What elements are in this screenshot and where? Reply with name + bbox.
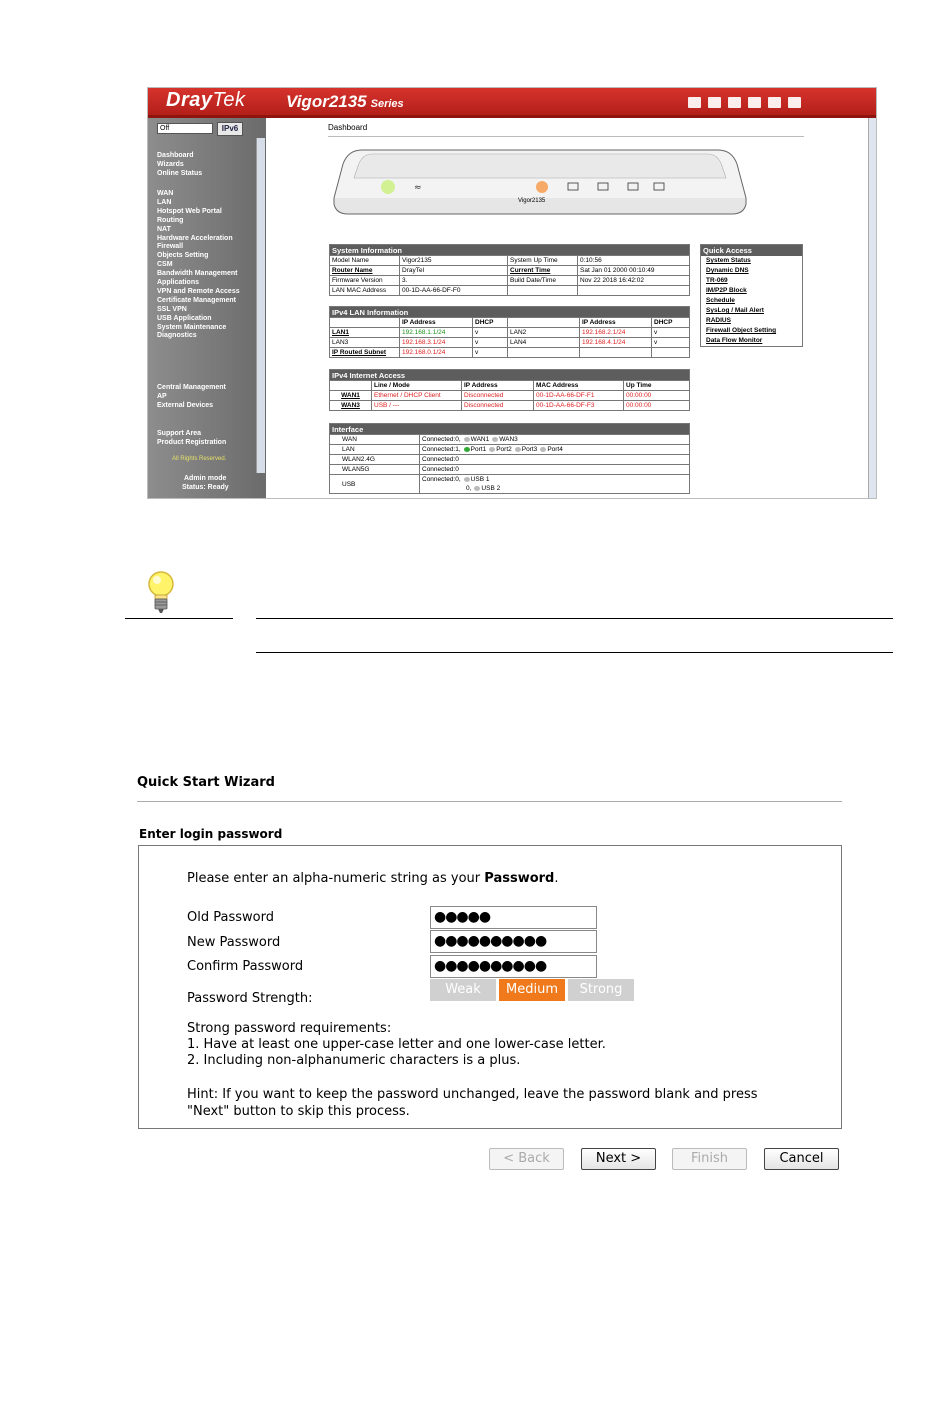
port-label: USB 2: [481, 485, 501, 492]
requirement-1: 1. Have at least one upper-case letter and one lower-case letter.: [187, 1037, 606, 1052]
table-cell: 192.168.3.1/24: [400, 338, 473, 348]
svg-text:Vigor2135: Vigor2135: [518, 198, 546, 204]
table-cell: [508, 348, 580, 358]
port-status-icon: [515, 447, 521, 452]
divider: [125, 618, 233, 619]
sidebar-item-objects-setting[interactable]: Objects Setting: [157, 252, 209, 260]
sidebar-item-csm[interactable]: CSM: [157, 261, 173, 269]
divider: [256, 618, 893, 619]
main-content: [266, 118, 877, 499]
ipv4-internet-table: [329, 369, 690, 411]
quick-access-link[interactable]: Data Flow Monitor: [706, 337, 763, 344]
table-cell: [508, 286, 578, 296]
table-cell: LAN2: [508, 328, 580, 338]
port-status-icon: [464, 437, 470, 442]
table-row: [330, 445, 690, 455]
column-header: MAC Address: [534, 381, 624, 391]
table-cell: Disconnected: [462, 401, 534, 411]
table-cell: Sat Jan 01 2000 00:10:49: [578, 266, 690, 276]
column-header: [508, 318, 580, 328]
table-header-row: [330, 381, 690, 391]
table-row: [330, 256, 690, 266]
status-text: Connected:1,: [422, 446, 461, 453]
table-row: [330, 328, 690, 338]
table-cell: 3.: [400, 276, 508, 286]
back-button[interactable]: < Back: [489, 1148, 564, 1170]
table-cell[interactable]: Router Name: [330, 266, 400, 276]
port-label: WAN1: [470, 436, 490, 443]
table-cell: 192.168.4.1/24: [580, 338, 652, 348]
sidebar-item-firewall[interactable]: Firewall: [157, 243, 184, 251]
table-cell: [578, 286, 690, 296]
language-select[interactable]: Off: [157, 123, 213, 134]
column-header: [330, 318, 400, 328]
port-status-icon: [492, 437, 498, 442]
sidebar-item-certificate-management[interactable]: Certificate Management: [157, 296, 236, 304]
port-label: Port1: [470, 446, 487, 453]
sidebar-item-external-devices[interactable]: External Devices: [157, 401, 214, 409]
divider: [328, 136, 804, 137]
table-cell: USB / ---: [372, 401, 462, 411]
hint-line-2: "Next" button to skip this process.: [187, 1104, 410, 1119]
network-icon[interactable]: [748, 97, 761, 108]
column-header: [330, 381, 372, 391]
sidebar-item-wan[interactable]: WAN: [157, 190, 174, 197]
copyright-text: All Rights Reserved.: [172, 456, 227, 462]
logout-icon[interactable]: [788, 97, 801, 108]
port-status-icon: [489, 447, 495, 452]
port-label: Port3: [521, 446, 538, 453]
status-text: Connected:0,: [422, 476, 461, 483]
column-header: IP Address: [580, 318, 652, 328]
table-row: [330, 475, 690, 494]
table-cell: Nov 22 2018 16:42:02: [578, 276, 690, 286]
table-cell: v: [473, 348, 508, 358]
sidebar-item-support-area[interactable]: Support Area: [157, 430, 202, 437]
table-cell[interactable]: Current Time: [508, 266, 578, 276]
intro-text: Please enter an alpha-numeric string as your Password.: [187, 871, 559, 886]
table-cell[interactable]: IP Routed Subnet: [330, 348, 400, 358]
table-row: [330, 435, 690, 445]
table-cell: [652, 348, 690, 358]
power-led-icon: [381, 180, 395, 194]
menu-icon[interactable]: [708, 97, 721, 108]
table-row: [330, 338, 690, 348]
table-cell: LAN3: [330, 338, 400, 348]
table-cell: v: [652, 338, 690, 348]
quick-access-link[interactable]: System Status: [706, 257, 751, 264]
quick-access-link[interactable]: TR-069: [706, 277, 728, 284]
sidebar-item-diagnostics[interactable]: Diagnostics: [157, 332, 197, 340]
column-header: Up Time: [624, 381, 690, 391]
sidebar-item-usb-application[interactable]: USB Application: [157, 314, 212, 322]
status-text: Status: Ready: [182, 484, 229, 491]
interface-status: [420, 465, 690, 475]
wan-led-icon: [536, 181, 548, 193]
table-cell: Disconnected: [462, 391, 534, 401]
port-status-icon: [464, 477, 470, 482]
table-cell: v: [473, 328, 508, 338]
table-row: [330, 401, 690, 411]
interface-name: WLAN5G: [330, 465, 420, 475]
content-scrollbar[interactable]: [868, 118, 877, 499]
port-status-icon: [474, 486, 480, 491]
book-icon[interactable]: [768, 97, 781, 108]
table-cell: System Up Time: [508, 256, 578, 266]
strength-weak: Weak: [430, 979, 496, 1001]
table-cell: Model Name: [330, 256, 400, 266]
sidebar-item-vpn-and-remote-access[interactable]: VPN and Remote Access: [157, 287, 240, 295]
interface-status: [420, 435, 690, 445]
finish-button[interactable]: Finish: [672, 1148, 747, 1170]
divider: [256, 652, 893, 653]
hint-line-1: Hint: If you want to keep the password unchanged, leave the password blank and press: [187, 1087, 758, 1102]
status-text: Connected:0,: [422, 436, 461, 443]
confirm-password-input[interactable]: ●●●●●●●●●●: [430, 955, 597, 978]
table-row: [330, 465, 690, 475]
status-text: Connected:0: [422, 466, 459, 473]
sidebar-item-routing[interactable]: Routing: [157, 216, 184, 224]
table-cell: 192.168.2.1/24: [580, 328, 652, 338]
table-row: [330, 276, 690, 286]
table-cell: Ethernet / DHCP Client: [372, 391, 462, 401]
sidebar-item-central-management[interactable]: Central Management: [157, 384, 226, 391]
divider: [137, 801, 842, 802]
interface-name: WLAN2.4G: [330, 455, 420, 465]
sidebar: [148, 118, 266, 499]
table-cell: v: [652, 328, 690, 338]
strength-strong: Strong: [568, 979, 634, 1001]
router-screenshot: [147, 87, 877, 499]
admin-mode-text: Admin mode: [184, 475, 227, 482]
port-label: Port2: [496, 446, 512, 453]
column-header: IP Address: [462, 381, 534, 391]
table-cell: 00:00:00: [624, 401, 690, 411]
table-cell[interactable]: LAN1: [330, 328, 400, 338]
status-text: Connected:0: [422, 456, 459, 463]
quick-access-link[interactable]: SysLog / Mail Alert: [706, 307, 764, 314]
table-row: [330, 348, 690, 358]
sidebar-item-wizards[interactable]: Wizards: [157, 160, 184, 168]
router-device-image: [332, 142, 748, 218]
table-row: [330, 455, 690, 465]
table-row: [330, 286, 690, 296]
table-cell[interactable]: WAN3: [330, 401, 372, 411]
new-password-input[interactable]: ●●●●●●●●●●: [430, 930, 597, 953]
quick-access-title: Quick Access: [701, 245, 802, 256]
table-cell: LAN MAC Address: [330, 286, 400, 296]
table-cell: 192.168.1.1/24: [400, 328, 473, 338]
table-cell: DrayTel: [400, 266, 508, 276]
quick-access-link[interactable]: Schedule: [706, 297, 735, 304]
quick-access-link[interactable]: IM/P2P Block: [706, 287, 747, 294]
sidebar-scrollbar[interactable]: [256, 138, 265, 473]
table-cell: 192.168.0.1/24: [400, 348, 473, 358]
settings-icon[interactable]: [728, 97, 741, 108]
column-header: Line / Mode: [372, 381, 462, 391]
sidebar-item-hardware-acceleration[interactable]: Hardware Acceleration: [157, 234, 233, 242]
table-row: [330, 266, 690, 276]
interface-name: LAN: [330, 445, 420, 455]
system-information-table: [329, 244, 690, 296]
table-header-row: [330, 318, 690, 328]
old-password-label: Old Password: [187, 910, 274, 925]
sidebar-item-lan[interactable]: LAN: [157, 198, 172, 206]
interface-status: [420, 475, 690, 494]
top-toolbar: [688, 97, 801, 108]
column-header: DHCP: [473, 318, 508, 328]
quick-access-link[interactable]: RADIUS: [706, 317, 731, 324]
interface-table: [329, 423, 690, 494]
table-cell: 00:00:00: [624, 391, 690, 401]
sidebar-item-applications[interactable]: Applications: [157, 279, 200, 286]
table-cell[interactable]: WAN1: [330, 391, 372, 401]
section-title: IPv4 LAN Information: [330, 307, 690, 318]
table-cell: Firmware Version: [330, 276, 400, 286]
old-password-input[interactable]: ●●●●●: [430, 906, 597, 929]
new-password-label: New Password: [187, 935, 281, 950]
section-title: IPv4 Internet Access: [330, 370, 690, 381]
table-cell: Build Date/Time: [508, 276, 578, 286]
sidebar-item-system-maintenance[interactable]: System Maintenance: [157, 323, 227, 331]
interface-name: WAN: [330, 435, 420, 445]
port-status-icon: [540, 447, 546, 452]
table-cell: 00-1D-AA-66-DF-F1: [534, 391, 624, 401]
table-cell: [580, 348, 652, 358]
sidebar-item-dashboard[interactable]: Dashboard: [157, 152, 194, 159]
sidebar-item-bandwidth-management[interactable]: Bandwidth Management: [157, 270, 238, 278]
sidebar-item-ap[interactable]: AP: [157, 392, 167, 400]
confirm-password-label: Confirm Password: [187, 959, 304, 974]
router-banner: [148, 88, 877, 118]
requirement-2: 2. Including non-alphanumeric characters is a plus.: [187, 1053, 521, 1068]
port-label: USB 1: [470, 476, 490, 483]
draytek-logo: DrayTek: [166, 89, 246, 111]
interface-name: USB: [330, 475, 420, 494]
table-cell: LAN4: [508, 338, 580, 348]
section-title: Interface: [330, 424, 690, 435]
quick-access-panel: [700, 244, 803, 347]
strength-label: Password Strength:: [187, 991, 313, 1006]
table-cell: Vigor2135: [400, 256, 508, 266]
ipv4-lan-table: [329, 306, 690, 358]
quick-access-link[interactable]: Firewall Object Setting: [706, 327, 777, 334]
interface-status: [420, 455, 690, 465]
section-title: System Information: [330, 245, 690, 256]
sidebar-item-ssl-vpn[interactable]: SSL VPN: [157, 305, 187, 313]
column-header: DHCP: [652, 318, 690, 328]
sidebar-item-product-registration[interactable]: Product Registration: [157, 438, 227, 446]
interface-status: [420, 445, 690, 455]
table-cell: 00-1D-AA-66-DF-F0: [400, 286, 508, 296]
lightbulb-icon: [146, 570, 176, 616]
quick-access-link[interactable]: Dynamic DNS: [706, 267, 749, 274]
sidebar-item-online-status[interactable]: Online Status: [157, 169, 203, 177]
wizard-title: Quick Start Wizard: [137, 775, 275, 790]
section-title: Enter login password: [139, 827, 283, 841]
table-cell: 0:10:56: [578, 256, 690, 266]
sidebar-item-nat[interactable]: NAT: [157, 225, 171, 233]
ipv6-button[interactable]: IPv6: [217, 122, 243, 136]
port-label: Port4: [547, 446, 563, 453]
port-status-icon: [464, 447, 470, 452]
page-title: Dashboard: [328, 123, 368, 132]
cancel-button[interactable]: Cancel: [764, 1148, 839, 1170]
router-model-title: Vigor2135 Series: [286, 92, 404, 111]
column-header: IP Address: [400, 318, 473, 328]
next-button[interactable]: Next >: [581, 1148, 656, 1170]
port-label: WAN3: [499, 436, 518, 443]
table-row: [330, 391, 690, 401]
requirements-title: Strong password requirements:: [187, 1021, 392, 1036]
svg-text:≈: ≈: [414, 183, 422, 193]
table-cell: v: [473, 338, 508, 348]
home-icon[interactable]: [688, 97, 701, 108]
status-text: 0,: [466, 485, 472, 492]
sidebar-item-hotspot-web-portal[interactable]: Hotspot Web Portal: [157, 207, 222, 215]
table-cell: 00-1D-AA-66-DF-F3: [534, 401, 624, 411]
strength-medium: Medium: [499, 979, 565, 1001]
